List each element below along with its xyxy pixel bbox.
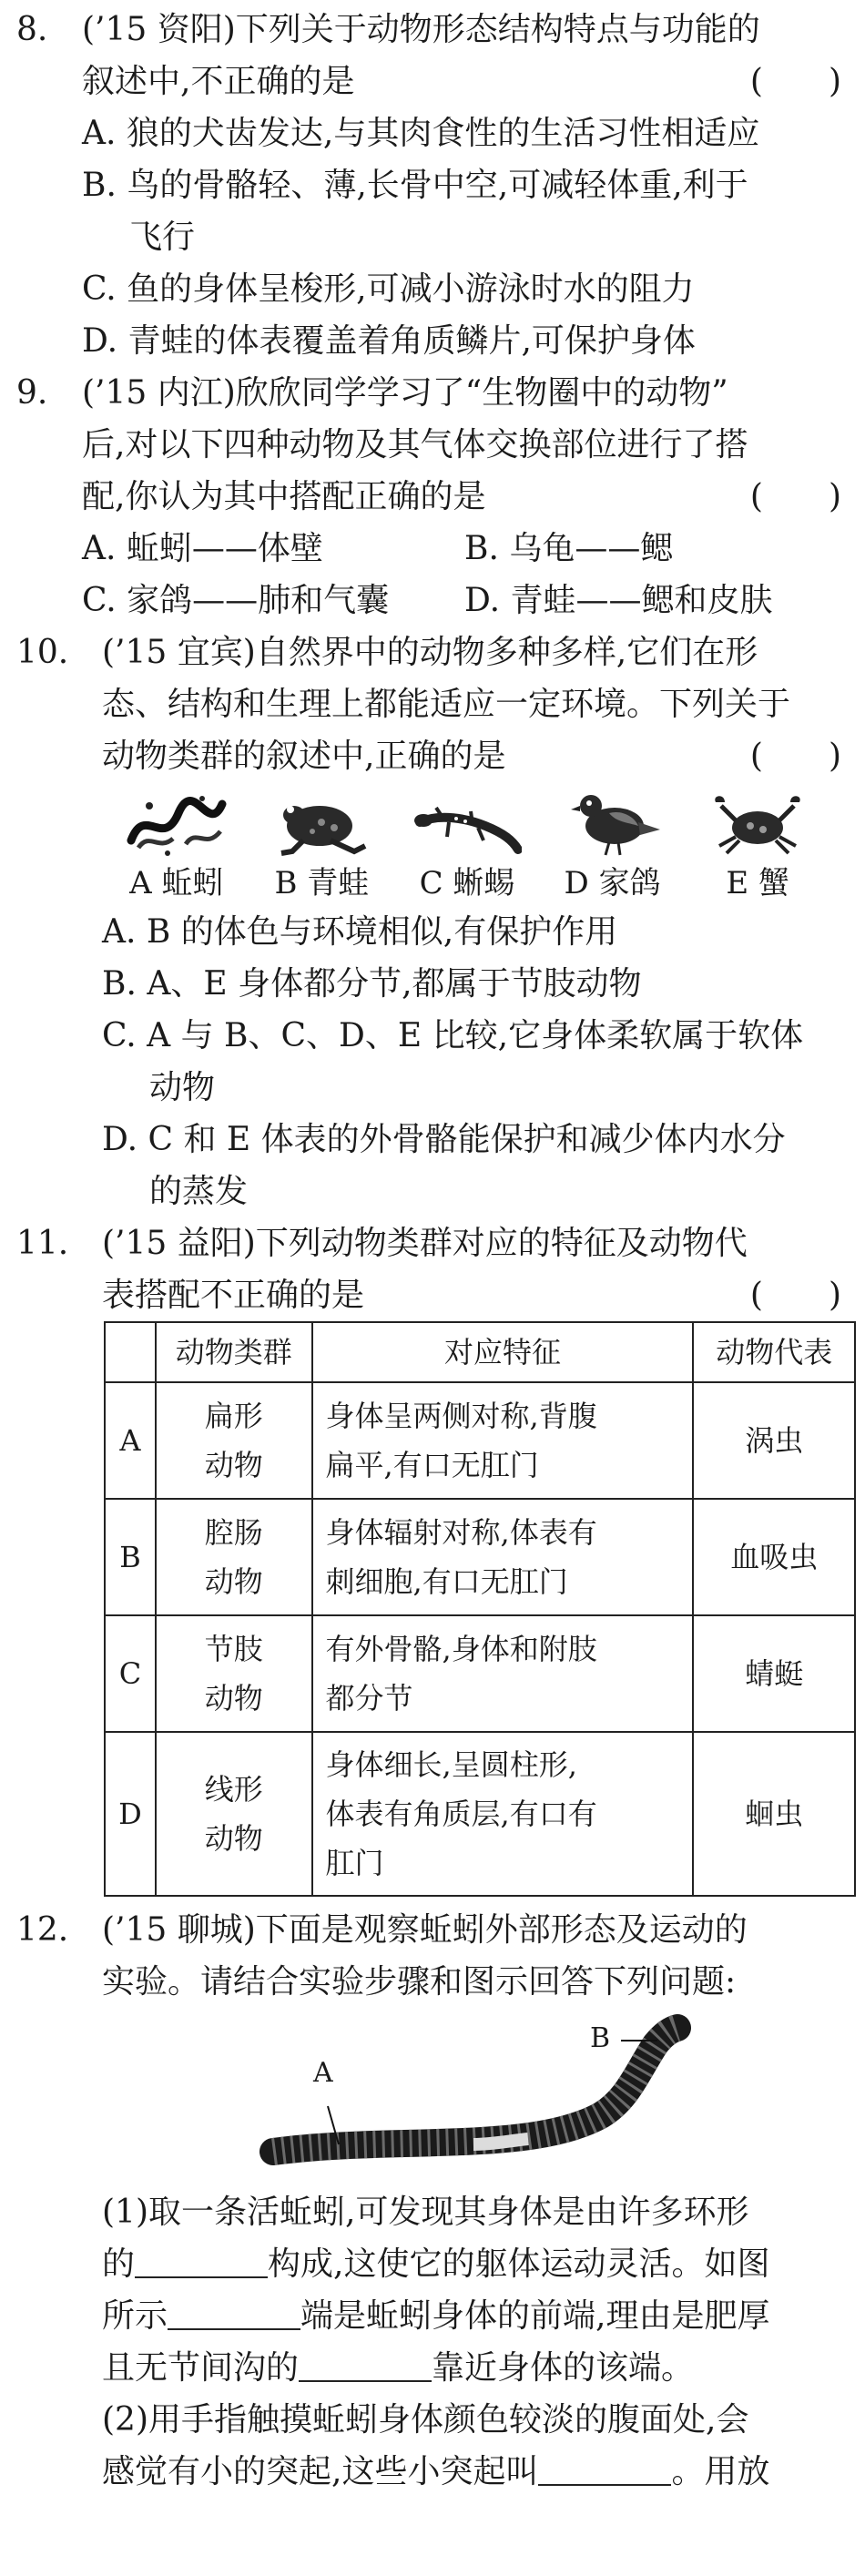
question-stem-line: (’15 聊城)下面是观察蚯蚓外部形态及运动的	[102, 1911, 748, 1949]
animal-label: E 蟹	[726, 865, 789, 901]
animal-figure-frog	[249, 786, 395, 906]
option-c: C. A 与 B、C、D、E 比较,它身体柔软属于软体	[102, 1017, 804, 1054]
answer-parenthesis: ( )	[749, 63, 841, 100]
part-1-line-1: (1)取一条活蚯蚓,可发现其身体是由许多环形	[102, 2194, 749, 2231]
option-d: D. C 和 E 体表的外骨骼能保护和减少体内水分	[102, 1121, 786, 1158]
question-stem-line: (’15 内江)欣欣同学学习了“生物圈中的动物”	[82, 374, 728, 412]
answer-blank-3[interactable]	[299, 2344, 432, 2382]
option-c-continued: 动物	[149, 1069, 216, 1106]
cell-line: 身体辐射对称,体表有	[325, 1515, 597, 1550]
cell-line: 线形	[204, 1772, 263, 1807]
part-1-line-3	[16, 2290, 849, 2342]
crab-icon	[703, 786, 812, 860]
part-1-line-4	[16, 2342, 849, 2394]
animal-figure-earthworm	[104, 786, 249, 906]
option-b: B. A、E 身体都分节,都属于节肢动物	[102, 965, 642, 1003]
question-stem-line: 后,对以下四种动物及其气体交换部位进行了搭	[82, 426, 748, 463]
cell-line: 动物	[204, 1448, 263, 1482]
cell-line: 扁形	[204, 1399, 263, 1433]
cell-line: 身体呈两侧对称,背腹	[325, 1399, 597, 1433]
question-stem-line: 实验。请结合实验步骤和图示回答下列问题:	[102, 1963, 737, 2001]
row-key: C	[105, 1615, 156, 1732]
question-stem-line: (’15 资阳)下列关于动物形态结构特点与功能的	[82, 11, 760, 48]
part-1-line-2	[16, 2238, 849, 2290]
pigeon-icon	[558, 786, 667, 860]
part-2-line-1: (2)用手指触摸蚯蚓身体颜色较淡的腹面处,会	[102, 2401, 749, 2439]
worm-label-b: B	[590, 2022, 611, 2054]
animal-group-table	[104, 1321, 856, 1897]
question-stem-line: 叙述中,不正确的是	[82, 63, 355, 100]
table-row	[105, 1615, 855, 1732]
option-b: B. 鸟的骨骼轻、薄,长骨中空,可减轻体重,利于	[82, 167, 748, 204]
cell-line: 有外骨骼,身体和附肢	[325, 1632, 597, 1666]
option-a: A. B 的体色与环境相似,有保护作用	[102, 913, 618, 951]
table-header-row	[105, 1322, 855, 1382]
frog-icon	[267, 786, 376, 860]
table-row	[105, 1499, 855, 1615]
earthworm-figure	[16, 2008, 849, 2186]
cell-line: 身体细长,呈圆柱形,	[325, 1747, 577, 1782]
option-a: A. 蚯蚓——体壁	[82, 530, 323, 567]
text-segment: 且无节间沟的	[102, 2349, 300, 2387]
feature-cell	[312, 1615, 694, 1732]
cell-line: 都分节	[325, 1681, 413, 1716]
question-stem-line: (’15 宜宾)自然界中的动物多种多样,它们在形	[102, 634, 758, 671]
answer-parenthesis: ( )	[749, 738, 841, 775]
table-header	[105, 1322, 156, 1382]
question-stem-line: 配,你认为其中搭配正确的是	[82, 478, 486, 515]
answer-blank-4[interactable]	[538, 2448, 671, 2486]
option-d: D. 青蛙的体表覆盖着角质鳞片,可保护身体	[82, 322, 696, 360]
animal-group-cell	[156, 1615, 312, 1732]
cell-line: 动物	[204, 1564, 263, 1599]
text-segment: 构成,这使它的躯体运动灵活。如图	[268, 2245, 770, 2283]
animal-group-cell	[156, 1499, 312, 1615]
row-key: A	[105, 1382, 156, 1499]
question-number: 11.	[16, 1225, 69, 1262]
lizard-icon	[412, 786, 522, 860]
option-d-continued: 的蒸发	[149, 1173, 249, 1210]
cell-line: 动物	[204, 1681, 263, 1716]
earthworm-icon	[122, 786, 231, 860]
earthworm-diagram-icon	[0, 2008, 865, 2186]
table-header: 对应特征	[312, 1322, 694, 1382]
representative-cell: 涡虫	[693, 1382, 855, 1499]
representative-cell: 蛔虫	[693, 1732, 855, 1896]
table-header: 动物代表	[693, 1322, 855, 1382]
text-segment: 的	[102, 2245, 136, 2283]
text-segment: 。用放	[671, 2453, 770, 2490]
text-segment: 端是蚯蚓身体的前端,理由是肥厚	[300, 2297, 770, 2335]
question-9	[16, 367, 849, 626]
option-d: D. 青蛙——鳃和皮肤	[464, 582, 773, 619]
animal-group-cell	[156, 1732, 312, 1896]
answer-parenthesis: ( )	[749, 1277, 841, 1314]
option-c: C. 家鸽——肺和气囊	[82, 582, 390, 619]
question-number: 8.	[16, 11, 48, 48]
animal-label: A 蚯蚓	[129, 865, 224, 901]
animal-label: C 蜥蜴	[419, 865, 515, 901]
table-row	[105, 1732, 855, 1896]
question-11	[16, 1217, 849, 1897]
answer-parenthesis: ( )	[749, 478, 841, 515]
answer-blank-2[interactable]	[168, 2292, 300, 2330]
question-8	[16, 4, 849, 367]
question-10	[16, 626, 849, 1217]
animal-figure-crab	[685, 786, 830, 906]
cell-line: 腔肠	[204, 1515, 263, 1550]
cell-line: 肛门	[325, 1846, 384, 1880]
question-stem-line: 态、结构和生理上都能适应一定环境。下列关于	[102, 686, 791, 723]
representative-cell: 蜻蜓	[693, 1615, 855, 1732]
text-segment: 靠近身体的该端。	[432, 2349, 695, 2387]
option-b: B. 乌龟——鳃	[464, 530, 674, 567]
feature-cell	[312, 1499, 694, 1615]
question-stem-line: 动物类群的叙述中,正确的是	[102, 738, 506, 775]
cell-line: 刺细胞,有口无肛门	[325, 1564, 568, 1599]
option-c: C. 鱼的身体呈梭形,可减小游泳时水的阻力	[82, 270, 695, 308]
representative-cell: 血吸虫	[693, 1499, 855, 1615]
animal-label: B 青蛙	[274, 865, 370, 901]
cell-line: 动物	[204, 1821, 263, 1856]
text-segment: 感觉有小的突起,这些小突起叫	[102, 2453, 539, 2490]
table-header: 动物类群	[156, 1322, 312, 1382]
answer-blank-1[interactable]	[135, 2240, 268, 2278]
row-key: B	[105, 1499, 156, 1615]
feature-cell	[312, 1382, 694, 1499]
option-a: A. 狼的犬齿发达,与其肉食性的生活习性相适应	[82, 115, 760, 152]
cell-line: 扁平,有口无肛门	[325, 1448, 539, 1482]
table-row	[105, 1382, 855, 1499]
worm-label-a: A	[313, 2057, 333, 2089]
cell-line: 体表有角质层,有口有	[325, 1797, 597, 1831]
animal-label: D 家鸽	[564, 865, 661, 901]
part-2-line-2	[16, 2446, 849, 2498]
animal-figure-lizard	[394, 786, 540, 906]
question-12	[16, 1904, 849, 2498]
question-number: 10.	[16, 634, 69, 671]
question-stem-line: 表搭配不正确的是	[102, 1277, 365, 1314]
question-stem-line: (’15 益阳)下列动物类群对应的特征及动物代	[102, 1225, 748, 1262]
animal-figure-row	[16, 782, 849, 906]
animal-group-cell	[156, 1382, 312, 1499]
question-number: 12.	[16, 1911, 69, 1949]
animal-figure-pigeon	[540, 786, 686, 906]
row-key: D	[105, 1732, 156, 1896]
feature-cell	[312, 1732, 694, 1896]
cell-line: 节肢	[204, 1632, 263, 1666]
text-segment: 所示	[102, 2297, 168, 2335]
option-b-continued: 飞行	[129, 219, 196, 256]
question-number: 9.	[16, 374, 48, 412]
